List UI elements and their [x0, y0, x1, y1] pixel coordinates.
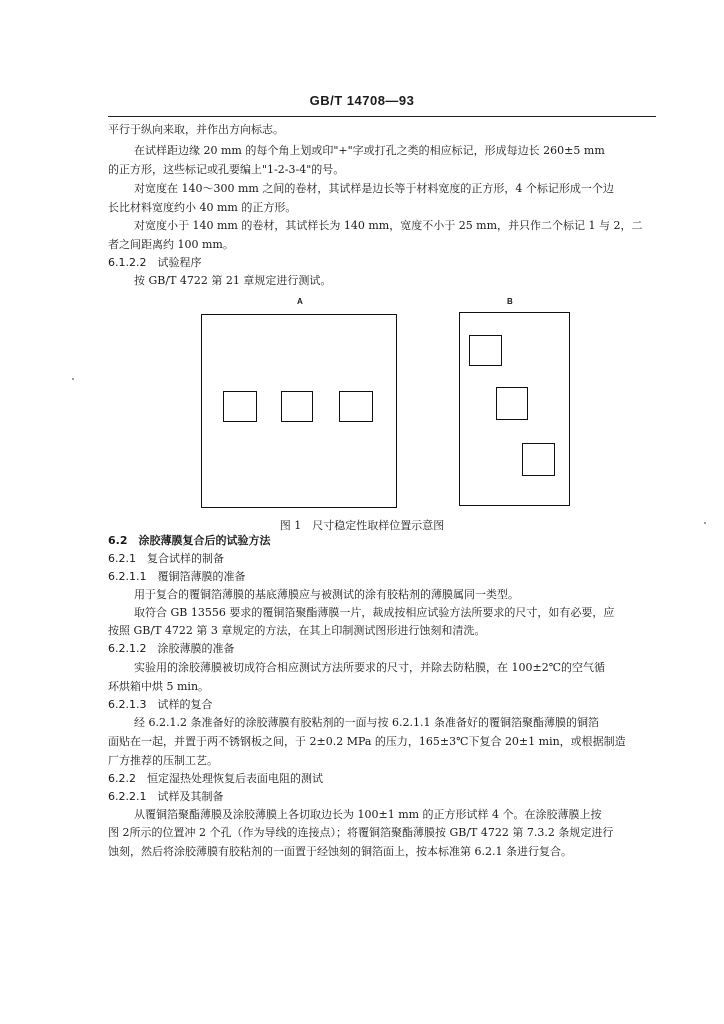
text-line: 环烘箱中烘 5 min。 — [108, 680, 210, 693]
section-heading: 6.2.1 复合试样的制备 — [108, 552, 224, 565]
figure-label-a: A — [297, 297, 303, 306]
sample-frame-b — [459, 312, 570, 506]
text-line: 图 2所示的位置冲 2 个孔（作为导线的连接点）；将覆铜箔聚酯薄膜按 GB/T 4722 第 7.3.2 条规定进行 — [108, 826, 614, 839]
text-line: 平行于纵向来取，并作出方向标志。 — [108, 123, 284, 136]
text-line: 取符合 GB 13556 要求的覆铜箔聚酯薄膜一片，裁成按相应试验方法所要求的尺寸，如有必要，应 — [134, 606, 615, 619]
header-rule — [108, 116, 656, 117]
text-line: 蚀刻，然后将涂胶薄膜有胶粘剂的一面置于经蚀刻的铜箔面上，按本标准第 6.2.1 条进行复合。 — [108, 845, 572, 858]
marker-square — [339, 391, 373, 422]
section-heading: 6.1.2.2 试验程序 — [108, 256, 202, 269]
section-heading: 6.2.1.2 涂胶薄膜的准备 — [108, 642, 235, 655]
text-line: 按照 GB/T 4722 第 3 章规定的方法，在其上印制测试图形进行蚀刻和清洗。 — [108, 624, 486, 637]
text-line: 实验用的涂胶薄膜被切成符合相应测试方法所要求的尺寸，并除去防粘膜，在 100±2℃的空气循 — [134, 661, 606, 674]
section-heading: 6.2.1.3 试样的复合 — [108, 698, 213, 711]
text-line: 经 6.2.1.2 条准备好的涂胶薄膜有胶粘剂的一面与按 6.2.1.1 条准备好的覆铜箔聚酯薄膜的铜箔 — [134, 716, 599, 729]
page-header: GB/T 14708—93 — [309, 93, 415, 108]
text-line: 从覆铜箔聚酯薄膜及涂胶薄膜上各切取边长为 100±1 mm 的正方形试样 4 个。在涂胶薄膜上按 — [134, 808, 602, 821]
section-heading: 6.2.2.1 试样及其制备 — [108, 790, 224, 803]
text-line: 用于复合的覆铜箔薄膜的基底薄膜应与被测试的涂有胶粘剂的薄膜属同一类型。 — [134, 588, 519, 601]
text-line: 的正方形，这些标记或孔要编上"1-2-3-4"的号。 — [108, 163, 345, 176]
text-line: 按 GB/T 4722 第 21 章规定进行测试。 — [134, 274, 332, 287]
text-line: 对宽度小于 140 mm 的卷材，其试样长为 140 mm，宽度不小于 25 mm，并只作二个标记 1 与 2，二 — [134, 219, 643, 232]
sample-frame-a — [201, 314, 397, 508]
marker-square — [223, 391, 257, 422]
marker-square — [281, 391, 313, 422]
scan-speck — [704, 522, 706, 524]
text-line: 在试样距边缘 20 mm 的每个角上划或印"+"字或打孔之类的相应标记，形成每边长 260±5 mm — [134, 144, 605, 157]
section-heading: 6.2.1.1 覆铜箔薄膜的准备 — [108, 570, 246, 583]
scan-speck — [72, 378, 74, 380]
section-heading: 6.2.2 恒定湿热处理恢复后表面电阻的测试 — [108, 772, 323, 785]
text-line: 长比材料宽度约小 40 mm 的正方形。 — [108, 201, 297, 214]
text-line: 面贴在一起，并置于两不锈钢板之间，于 2±0.2 MPa 的压力，165±3℃下复合 20±1 min，或根据制造 — [108, 735, 626, 748]
marker-square — [496, 387, 528, 420]
text-line: 者之间距离约 100 mm。 — [108, 238, 234, 251]
section-heading: 6.2 涂胶薄膜复合后的试验方法 — [108, 534, 271, 547]
text-line: 厂方推荐的压制工艺。 — [108, 754, 218, 767]
marker-square — [522, 443, 555, 476]
marker-square — [469, 335, 502, 366]
figure-caption: 图 1 尺寸稳定性取样位置示意图 — [279, 519, 445, 532]
figure-label-b: B — [507, 297, 513, 306]
text-line: 对宽度在 140～300 mm 之间的卷材，其试样是边长等于材料宽度的正方形，4 个标记形成一个边 — [134, 182, 614, 195]
